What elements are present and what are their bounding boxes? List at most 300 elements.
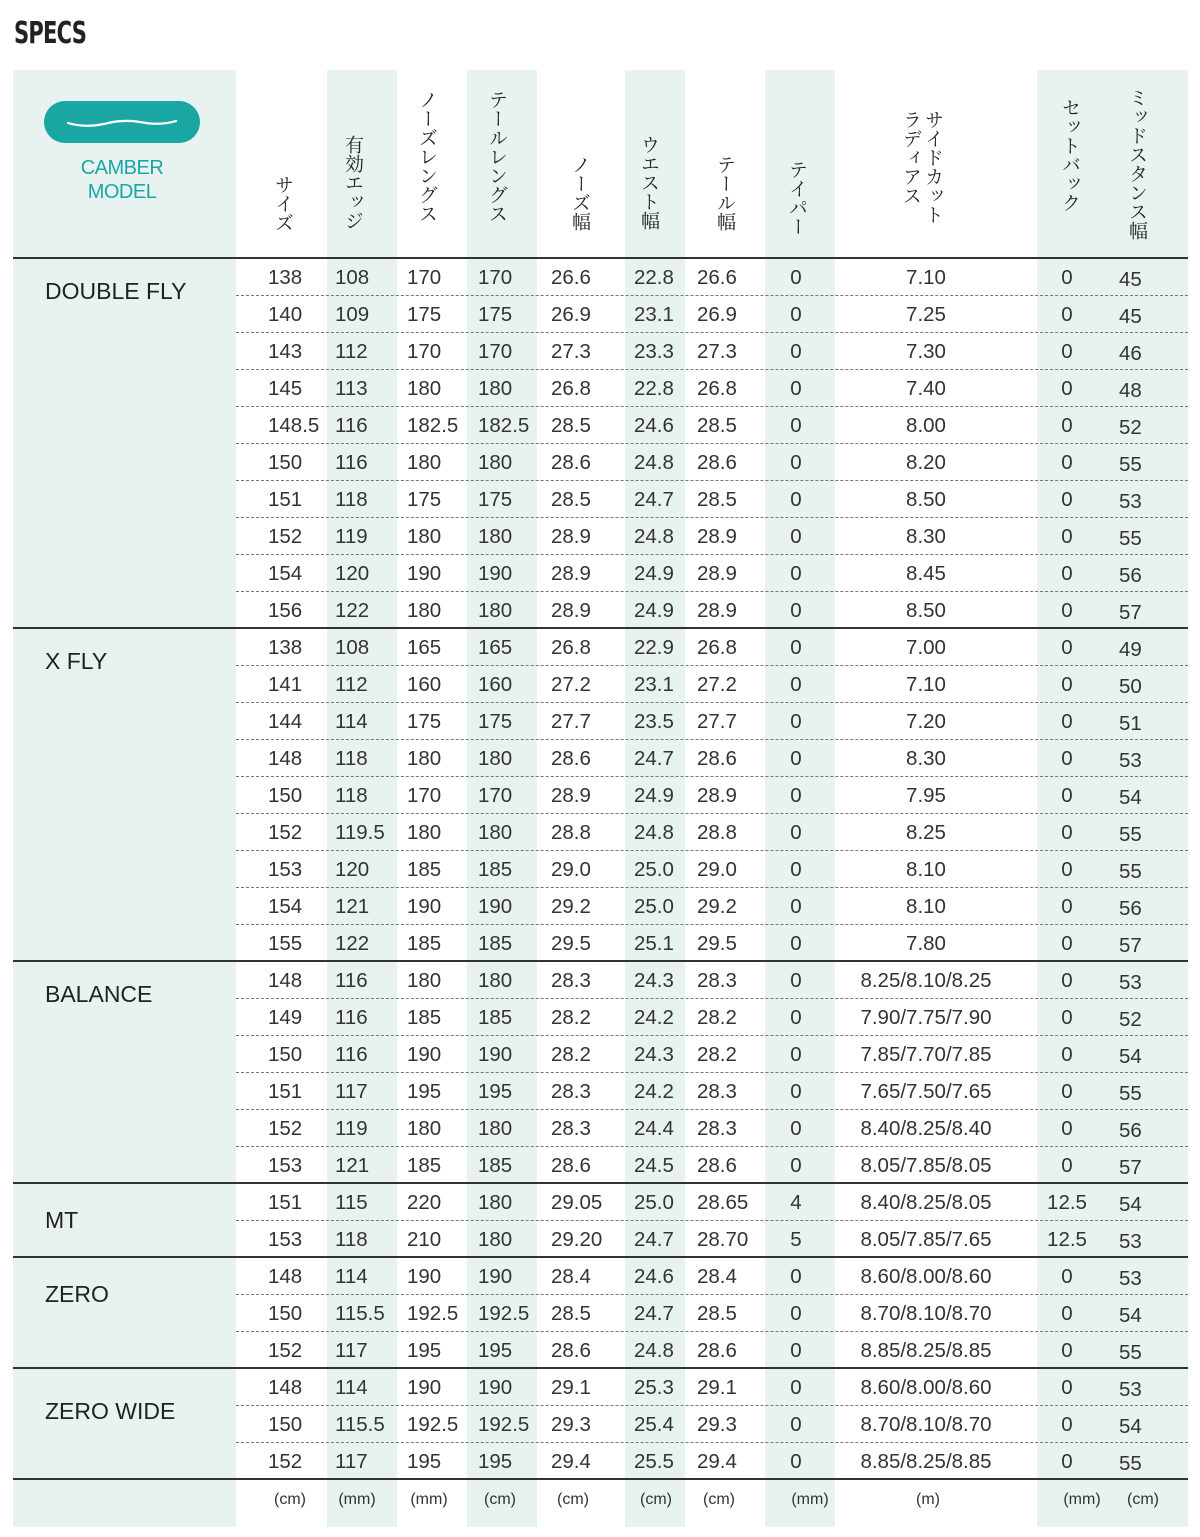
cell-edge: 114 bbox=[335, 1376, 368, 1399]
unit-radius: (m) bbox=[916, 1491, 940, 1508]
cell-stance: 49 bbox=[1119, 638, 1142, 661]
cell-tail_w: 27.7 bbox=[697, 710, 737, 733]
cell-stance: 52 bbox=[1119, 1008, 1142, 1031]
cell-taper: 0 bbox=[790, 895, 802, 918]
cell-tail_len: 175 bbox=[478, 710, 513, 733]
cell-edge: 119.5 bbox=[335, 821, 385, 844]
cell-nose_len: 160 bbox=[407, 673, 442, 696]
cell-waist_w: 25.3 bbox=[634, 1376, 674, 1399]
cell-nose_len: 195 bbox=[407, 1339, 442, 1362]
cell-size: 152 bbox=[268, 525, 303, 548]
cell-edge: 119 bbox=[335, 525, 368, 548]
row-divider bbox=[236, 1109, 1188, 1110]
cell-stance: 55 bbox=[1119, 860, 1142, 883]
cell-taper: 0 bbox=[790, 1043, 802, 1066]
column-header-edge: 有効エッジ bbox=[342, 135, 363, 230]
cell-setback: 12.5 bbox=[1047, 1191, 1087, 1214]
cell-setback: 0 bbox=[1061, 636, 1073, 659]
cell-waist_w: 25.4 bbox=[634, 1413, 674, 1436]
cell-edge: 108 bbox=[335, 266, 370, 289]
model-name: DOUBLE FLY bbox=[45, 278, 187, 304]
cell-radius: 7.40 bbox=[906, 377, 946, 400]
unit-setback: (mm) bbox=[1063, 1491, 1101, 1508]
cell-setback: 0 bbox=[1061, 1413, 1073, 1436]
unit-waist_w: (cm) bbox=[640, 1491, 672, 1508]
cell-nose_len: 170 bbox=[407, 266, 442, 289]
page-title: SPECS bbox=[14, 16, 87, 51]
cell-nose_len: 180 bbox=[407, 747, 442, 770]
cell-size: 140 bbox=[268, 303, 303, 326]
cell-setback: 0 bbox=[1061, 1043, 1073, 1066]
cell-nose_len: 185 bbox=[407, 1006, 442, 1029]
cell-radius: 8.25 bbox=[906, 821, 946, 844]
cell-taper: 0 bbox=[790, 525, 802, 548]
cell-setback: 0 bbox=[1061, 895, 1073, 918]
cell-stance: 57 bbox=[1119, 934, 1142, 957]
cell-taper: 0 bbox=[790, 969, 802, 992]
cell-taper: 0 bbox=[790, 747, 802, 770]
cell-size: 154 bbox=[268, 562, 303, 585]
cell-stance: 56 bbox=[1119, 1119, 1142, 1142]
cell-taper: 0 bbox=[790, 451, 802, 474]
unit-size: (cm) bbox=[274, 1491, 306, 1508]
cell-nose_w: 28.3 bbox=[551, 1117, 591, 1140]
cell-nose_w: 28.6 bbox=[551, 1339, 591, 1362]
cell-taper: 0 bbox=[790, 562, 802, 585]
unit-nose_w: (cm) bbox=[557, 1491, 589, 1508]
cell-tail_w: 28.65 bbox=[697, 1191, 749, 1214]
cell-stance: 54 bbox=[1119, 1193, 1142, 1216]
cell-edge: 117 bbox=[335, 1339, 368, 1362]
cell-tail_w: 28.3 bbox=[697, 1080, 737, 1103]
cell-edge: 113 bbox=[335, 377, 368, 400]
cell-setback: 0 bbox=[1061, 1450, 1073, 1473]
cell-waist_w: 24.8 bbox=[634, 451, 674, 474]
cell-edge: 121 bbox=[335, 895, 370, 918]
cell-stance: 55 bbox=[1119, 1341, 1142, 1364]
cell-setback: 0 bbox=[1061, 1265, 1073, 1288]
group-rule bbox=[13, 1367, 1188, 1369]
cell-waist_w: 23.1 bbox=[634, 673, 674, 696]
group-rule bbox=[13, 1256, 1188, 1258]
cell-waist_w: 24.8 bbox=[634, 821, 674, 844]
cell-nose_w: 28.2 bbox=[551, 1006, 591, 1029]
cell-stance: 46 bbox=[1119, 342, 1142, 365]
cell-nose_len: 175 bbox=[407, 488, 442, 511]
row-divider bbox=[236, 776, 1188, 777]
cell-nose_w: 26.9 bbox=[551, 303, 591, 326]
cell-taper: 0 bbox=[790, 636, 802, 659]
cell-tail_w: 29.1 bbox=[697, 1376, 737, 1399]
cell-nose_w: 27.2 bbox=[551, 673, 591, 696]
cell-nose_len: 185 bbox=[407, 1154, 442, 1177]
cell-tail_w: 28.70 bbox=[697, 1228, 749, 1251]
cell-radius: 8.20 bbox=[906, 451, 946, 474]
cell-tail_len: 180 bbox=[478, 969, 513, 992]
model-name: ZERO bbox=[45, 1281, 109, 1307]
cell-edge: 118 bbox=[335, 747, 368, 770]
cell-waist_w: 24.7 bbox=[634, 488, 674, 511]
cell-nose_len: 220 bbox=[407, 1191, 442, 1214]
row-divider bbox=[236, 1331, 1188, 1332]
cell-size: 154 bbox=[268, 895, 303, 918]
cell-edge: 115 bbox=[335, 1191, 368, 1214]
cell-radius: 8.85/8.25/8.85 bbox=[860, 1339, 992, 1362]
cell-tail_w: 27.2 bbox=[697, 673, 737, 696]
row-divider bbox=[236, 887, 1188, 888]
cell-tail_len: 195 bbox=[478, 1339, 513, 1362]
cell-size: 148 bbox=[268, 1376, 303, 1399]
cell-tail_len: 160 bbox=[478, 673, 513, 696]
cell-waist_w: 24.4 bbox=[634, 1117, 674, 1140]
cell-taper: 0 bbox=[790, 599, 802, 622]
cell-tail_w: 28.6 bbox=[697, 747, 737, 770]
cell-stance: 54 bbox=[1119, 786, 1142, 809]
cell-stance: 57 bbox=[1119, 601, 1142, 624]
cell-nose_len: 170 bbox=[407, 784, 442, 807]
cell-radius: 7.90/7.75/7.90 bbox=[860, 1006, 992, 1029]
cell-tail_w: 28.2 bbox=[697, 1006, 737, 1029]
cell-taper: 0 bbox=[790, 377, 802, 400]
cell-setback: 0 bbox=[1061, 377, 1073, 400]
cell-taper: 0 bbox=[790, 1265, 802, 1288]
row-divider bbox=[236, 665, 1188, 666]
cell-taper: 0 bbox=[790, 1080, 802, 1103]
cell-radius: 8.25/8.10/8.25 bbox=[860, 969, 992, 992]
cell-edge: 120 bbox=[335, 562, 370, 585]
cell-stance: 54 bbox=[1119, 1415, 1142, 1438]
cell-nose_w: 28.9 bbox=[551, 784, 591, 807]
cell-taper: 0 bbox=[790, 1154, 802, 1177]
cell-size: 152 bbox=[268, 1117, 303, 1140]
cell-stance: 53 bbox=[1119, 1267, 1142, 1290]
unit-tail_w: (cm) bbox=[703, 1491, 735, 1508]
cell-taper: 0 bbox=[790, 858, 802, 881]
group-rule bbox=[13, 1182, 1188, 1184]
cell-edge: 122 bbox=[335, 932, 370, 955]
cell-waist_w: 25.5 bbox=[634, 1450, 674, 1473]
cell-nose_len: 195 bbox=[407, 1450, 442, 1473]
cell-nose_len: 195 bbox=[407, 1080, 442, 1103]
camber-badge bbox=[44, 101, 200, 143]
cell-nose_w: 27.7 bbox=[551, 710, 591, 733]
cell-edge: 118 bbox=[335, 784, 368, 807]
cell-tail_w: 26.6 bbox=[697, 266, 737, 289]
cell-size: 153 bbox=[268, 858, 303, 881]
cell-taper: 0 bbox=[790, 340, 802, 363]
cell-tail_len: 182.5 bbox=[478, 414, 530, 437]
row-divider bbox=[236, 850, 1188, 851]
cell-tail_w: 28.9 bbox=[697, 525, 737, 548]
cell-nose_len: 180 bbox=[407, 969, 442, 992]
column-header-setback: セットバック bbox=[1059, 98, 1080, 212]
cell-setback: 0 bbox=[1061, 969, 1073, 992]
cell-setback: 0 bbox=[1061, 488, 1073, 511]
cell-nose_len: 192.5 bbox=[407, 1413, 459, 1436]
cell-taper: 0 bbox=[790, 1302, 802, 1325]
cell-tail_w: 28.6 bbox=[697, 1154, 737, 1177]
cell-edge: 117 bbox=[335, 1450, 368, 1473]
cell-stance: 53 bbox=[1119, 749, 1142, 772]
cell-nose_len: 190 bbox=[407, 1043, 442, 1066]
cell-nose_w: 29.20 bbox=[551, 1228, 603, 1251]
row-divider bbox=[236, 332, 1188, 333]
cell-waist_w: 24.7 bbox=[634, 747, 674, 770]
cell-nose_w: 29.2 bbox=[551, 895, 591, 918]
cell-size: 138 bbox=[268, 636, 303, 659]
cell-setback: 0 bbox=[1061, 1154, 1073, 1177]
column-header-waist_w: ウエスト幅 bbox=[638, 135, 659, 230]
cell-size: 150 bbox=[268, 1302, 303, 1325]
row-divider bbox=[236, 369, 1188, 370]
row-divider bbox=[236, 998, 1188, 999]
cell-size: 148 bbox=[268, 1265, 303, 1288]
model-name: BALANCE bbox=[45, 981, 153, 1007]
cell-edge: 112 bbox=[335, 340, 368, 363]
cell-tail_w: 28.9 bbox=[697, 562, 737, 585]
model-name: ZERO WIDE bbox=[45, 1398, 176, 1424]
cell-setback: 12.5 bbox=[1047, 1228, 1087, 1251]
row-divider bbox=[236, 702, 1188, 703]
cell-nose_w: 28.6 bbox=[551, 1154, 591, 1177]
cell-tail_w: 29.2 bbox=[697, 895, 737, 918]
cell-stance: 56 bbox=[1119, 897, 1142, 920]
cell-setback: 0 bbox=[1061, 266, 1073, 289]
cell-waist_w: 24.3 bbox=[634, 969, 674, 992]
cell-nose_w: 26.8 bbox=[551, 636, 591, 659]
cell-waist_w: 22.9 bbox=[634, 636, 674, 659]
cell-taper: 0 bbox=[790, 784, 802, 807]
column-stripe bbox=[1098, 70, 1188, 1527]
column-header-taper: テイパー bbox=[786, 160, 807, 236]
cell-tail_w: 28.9 bbox=[697, 599, 737, 622]
cell-nose_len: 180 bbox=[407, 821, 442, 844]
cell-tail_w: 26.9 bbox=[697, 303, 737, 326]
cell-radius: 7.65/7.50/7.65 bbox=[860, 1080, 992, 1103]
cell-edge: 114 bbox=[335, 710, 368, 733]
row-divider bbox=[236, 517, 1188, 518]
cell-nose_w: 28.3 bbox=[551, 969, 591, 992]
cell-setback: 0 bbox=[1061, 1117, 1073, 1140]
cell-setback: 0 bbox=[1061, 747, 1073, 770]
cell-waist_w: 24.3 bbox=[634, 1043, 674, 1066]
cell-size: 150 bbox=[268, 1413, 303, 1436]
cell-tail_len: 165 bbox=[478, 636, 513, 659]
cell-nose_w: 28.6 bbox=[551, 451, 591, 474]
cell-stance: 54 bbox=[1119, 1304, 1142, 1327]
cell-nose_w: 28.2 bbox=[551, 1043, 591, 1066]
cell-nose_len: 165 bbox=[407, 636, 442, 659]
cell-edge: 109 bbox=[335, 303, 370, 326]
cell-nose_w: 28.3 bbox=[551, 1080, 591, 1103]
cell-edge: 121 bbox=[335, 1154, 370, 1177]
cell-size: 155 bbox=[268, 932, 303, 955]
cell-nose_w: 28.9 bbox=[551, 599, 591, 622]
cell-stance: 55 bbox=[1119, 453, 1142, 476]
cell-tail_w: 28.2 bbox=[697, 1043, 737, 1066]
cell-tail_w: 28.5 bbox=[697, 488, 737, 511]
group-rule bbox=[13, 1478, 1188, 1480]
cell-nose_w: 28.6 bbox=[551, 747, 591, 770]
cell-nose_w: 29.1 bbox=[551, 1376, 591, 1399]
cell-edge: 114 bbox=[335, 1265, 368, 1288]
cell-tail_len: 175 bbox=[478, 303, 513, 326]
cell-tail_len: 180 bbox=[478, 821, 513, 844]
cell-nose_len: 180 bbox=[407, 599, 442, 622]
cell-size: 145 bbox=[268, 377, 303, 400]
cell-tail_w: 28.3 bbox=[697, 1117, 737, 1140]
group-rule bbox=[13, 960, 1188, 962]
cell-waist_w: 24.2 bbox=[634, 1006, 674, 1029]
row-divider bbox=[236, 739, 1188, 740]
cell-waist_w: 24.2 bbox=[634, 1080, 674, 1103]
cell-radius: 8.30 bbox=[906, 747, 946, 770]
row-divider bbox=[236, 406, 1188, 407]
cell-size: 153 bbox=[268, 1154, 303, 1177]
cell-tail_len: 190 bbox=[478, 562, 513, 585]
cell-tail_w: 29.5 bbox=[697, 932, 737, 955]
cell-nose_len: 190 bbox=[407, 1376, 442, 1399]
column-header-stance: ミッドスタンス幅 bbox=[1126, 88, 1147, 240]
cell-tail_len: 190 bbox=[478, 1376, 513, 1399]
unit-tail_len: (cm) bbox=[484, 1491, 516, 1508]
cell-taper: 4 bbox=[790, 1191, 802, 1214]
cell-edge: 108 bbox=[335, 636, 370, 659]
cell-tail_len: 175 bbox=[478, 488, 513, 511]
column-header-radius: サイドカット ラディアス bbox=[900, 110, 943, 224]
model-name: X FLY bbox=[45, 648, 108, 674]
cell-nose_w: 29.0 bbox=[551, 858, 591, 881]
unit-edge: (mm) bbox=[338, 1491, 376, 1508]
cell-taper: 0 bbox=[790, 1339, 802, 1362]
cell-stance: 45 bbox=[1119, 305, 1142, 328]
camber-model-label: CAMBER MODEL bbox=[80, 157, 164, 203]
cell-tail_w: 29.3 bbox=[697, 1413, 737, 1436]
cell-radius: 8.40/8.25/8.05 bbox=[860, 1191, 992, 1214]
cell-edge: 120 bbox=[335, 858, 370, 881]
cell-stance: 53 bbox=[1119, 1230, 1142, 1253]
cell-setback: 0 bbox=[1061, 1302, 1073, 1325]
cell-edge: 112 bbox=[335, 673, 368, 696]
cell-tail_len: 185 bbox=[478, 858, 513, 881]
cell-stance: 48 bbox=[1119, 379, 1142, 402]
cell-waist_w: 24.7 bbox=[634, 1302, 674, 1325]
cell-radius: 8.40/8.25/8.40 bbox=[860, 1117, 992, 1140]
cell-tail_w: 28.4 bbox=[697, 1265, 737, 1288]
cell-size: 151 bbox=[268, 1191, 303, 1214]
row-divider bbox=[236, 1442, 1188, 1443]
cell-edge: 116 bbox=[335, 969, 368, 992]
cell-size: 151 bbox=[268, 488, 303, 511]
cell-radius: 7.10 bbox=[906, 673, 946, 696]
cell-nose_w: 26.8 bbox=[551, 377, 591, 400]
cell-nose_len: 180 bbox=[407, 451, 442, 474]
cell-tail_len: 195 bbox=[478, 1080, 513, 1103]
row-divider bbox=[236, 1405, 1188, 1406]
cell-radius: 8.70/8.10/8.70 bbox=[860, 1413, 992, 1436]
cell-tail_len: 195 bbox=[478, 1450, 513, 1473]
cell-edge: 115.5 bbox=[335, 1413, 385, 1436]
cell-nose_w: 26.6 bbox=[551, 266, 591, 289]
cell-tail_len: 180 bbox=[478, 1191, 513, 1214]
cell-waist_w: 24.8 bbox=[634, 525, 674, 548]
cell-taper: 0 bbox=[790, 414, 802, 437]
cell-nose_len: 210 bbox=[407, 1228, 442, 1251]
cell-size: 138 bbox=[268, 266, 303, 289]
cell-taper: 0 bbox=[790, 1117, 802, 1140]
cell-waist_w: 22.8 bbox=[634, 266, 674, 289]
cell-taper: 0 bbox=[790, 1413, 802, 1436]
cell-setback: 0 bbox=[1061, 932, 1073, 955]
header-rule bbox=[13, 257, 1188, 259]
cell-radius: 8.30 bbox=[906, 525, 946, 548]
cell-waist_w: 24.6 bbox=[634, 1265, 674, 1288]
cell-nose_len: 190 bbox=[407, 562, 442, 585]
cell-taper: 0 bbox=[790, 932, 802, 955]
cell-waist_w: 24.8 bbox=[634, 1339, 674, 1362]
cell-size: 148.5 bbox=[268, 414, 320, 437]
cell-setback: 0 bbox=[1061, 303, 1073, 326]
cell-radius: 7.10 bbox=[906, 266, 946, 289]
cell-edge: 116 bbox=[335, 1043, 368, 1066]
cell-setback: 0 bbox=[1061, 673, 1073, 696]
cell-size: 152 bbox=[268, 821, 303, 844]
row-divider bbox=[236, 295, 1188, 296]
cell-taper: 0 bbox=[790, 673, 802, 696]
row-divider bbox=[236, 1035, 1188, 1036]
cell-stance: 53 bbox=[1119, 490, 1142, 513]
cell-waist_w: 22.8 bbox=[634, 377, 674, 400]
cell-setback: 0 bbox=[1061, 1006, 1073, 1029]
cell-nose_len: 182.5 bbox=[407, 414, 459, 437]
cell-taper: 0 bbox=[790, 303, 802, 326]
cell-setback: 0 bbox=[1061, 821, 1073, 844]
cell-nose_w: 28.5 bbox=[551, 488, 591, 511]
cell-radius: 8.05/7.85/8.05 bbox=[860, 1154, 992, 1177]
row-divider bbox=[236, 480, 1188, 481]
cell-nose_w: 28.5 bbox=[551, 1302, 591, 1325]
cell-stance: 52 bbox=[1119, 416, 1142, 439]
cell-setback: 0 bbox=[1061, 340, 1073, 363]
cell-size: 150 bbox=[268, 1043, 303, 1066]
cell-radius: 7.30 bbox=[906, 340, 946, 363]
cell-waist_w: 24.9 bbox=[634, 599, 674, 622]
cell-edge: 116 bbox=[335, 414, 368, 437]
cell-nose_len: 185 bbox=[407, 932, 442, 955]
cell-edge: 115.5 bbox=[335, 1302, 385, 1325]
cell-radius: 7.20 bbox=[906, 710, 946, 733]
cell-edge: 122 bbox=[335, 599, 370, 622]
cell-nose_len: 180 bbox=[407, 377, 442, 400]
cell-tail_len: 170 bbox=[478, 784, 513, 807]
cell-setback: 0 bbox=[1061, 599, 1073, 622]
cell-size: 152 bbox=[268, 1339, 303, 1362]
cell-edge: 117 bbox=[335, 1080, 368, 1103]
cell-size: 156 bbox=[268, 599, 303, 622]
cell-taper: 0 bbox=[790, 1006, 802, 1029]
cell-waist_w: 25.1 bbox=[634, 932, 674, 955]
cell-nose_len: 175 bbox=[407, 303, 442, 326]
cell-size: 144 bbox=[268, 710, 303, 733]
cell-stance: 53 bbox=[1119, 971, 1142, 994]
row-divider bbox=[236, 1294, 1188, 1295]
cell-nose_w: 29.5 bbox=[551, 932, 591, 955]
column-header-size: サイズ bbox=[272, 175, 293, 232]
cell-tail_w: 28.8 bbox=[697, 821, 737, 844]
cell-tail_len: 180 bbox=[478, 1228, 513, 1251]
row-divider bbox=[236, 1220, 1188, 1221]
cell-waist_w: 23.3 bbox=[634, 340, 674, 363]
